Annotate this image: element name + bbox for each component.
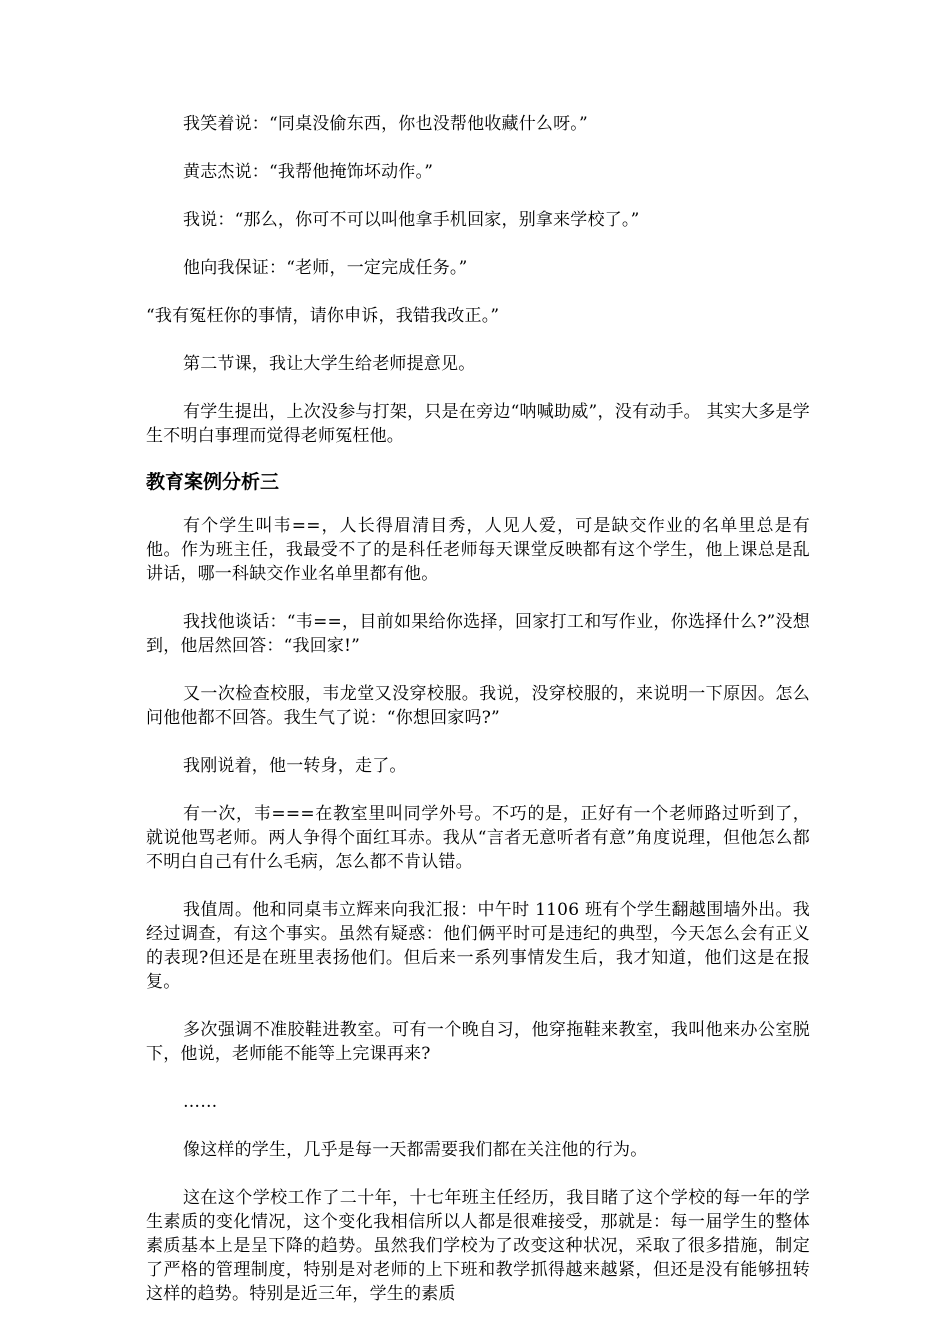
paragraph: 他向我保证：“老师，一定完成任务。” <box>183 258 468 278</box>
paragraph: 我说：“那么，你可不可以叫他拿手机回家，别拿来学校了。” <box>183 210 640 230</box>
paragraph: 我笑着说：“同桌没偷东西，你也没帮他收藏什么呀。” <box>183 114 588 134</box>
paragraph: 多次强调不准胶鞋进教室。可有一个晚自习，他穿拖鞋来教室，我叫他来办公室脱下，他说，老师能不能等上完课再来? <box>146 1020 810 1064</box>
paragraph: “我有冤枉你的事情，请你申诉，我错我改正。” <box>146 306 500 326</box>
paragraph: 我找他谈话：“韦==，目前如果给你选择，回家打工和写作业，你选择什么?”没想到，他居然回答：“我回家!” <box>146 612 810 656</box>
document-page <box>146 112 810 1306</box>
paragraph: 我刚说着，他一转身，走了。 <box>183 756 407 776</box>
paragraph: 黄志杰说：“我帮他掩饰坏动作。” <box>183 162 434 182</box>
paragraph: 有个学生叫韦==，人长得眉清目秀，人见人爱，可是缺交作业的名单里总是有他。作为班主任，我最受不了的是科任老师每天课堂反映都有这个学生，他上课总是乱讲话，哪一科缺交作业名单里都有他。 <box>146 516 810 584</box>
paragraph: 我值周。他和同桌韦立辉来向我汇报：中午时 1106 班有个学生翻越围墙外出。我经过调查，有这个事实。虽然有疑惑：他们俩平时可是违纪的典型，今天怎么会有正义的表现?但还是在班里表扬他们。但后来一系列事情发生后，我才知道，他们这是在报复。 <box>146 900 810 992</box>
section-heading: 教育案例分析三 <box>146 471 280 493</box>
paragraph: 像这样的学生，几乎是每一天都需要我们都在关注他的行为。 <box>183 1140 648 1160</box>
ellipsis-paragraph: …… <box>183 1092 218 1112</box>
paragraph: 这在这个学校工作了二十年，十七年班主任经历，我目睹了这个学校的每一年的学生素质的变化情况，这个变化我相信所以人都是很难接受，那就是：每一届学生的整体素质基本上是呈下降的趋势。虽然我们学校为了改变这种状况，采取了很多措施，制定了严格的管理制度，特别是对老师的上下班和教学抓得越来越紧，但还是没有能够扭转这样的趋势。特别是近三年，学生的素质 <box>146 1188 810 1304</box>
paragraph: 有学生提出，上次没参与打架，只是在旁边“呐喊助威”，没有动手。 其实大多是学生不明白事理而觉得老师冤枉他。 <box>146 402 810 446</box>
paragraph: 又一次检查校服，韦龙堂又没穿校服。我说，没穿校服的，来说明一下原因。怎么问他他都不回答。我生气了说：“你想回家吗?” <box>146 684 810 728</box>
paragraph: 第二节课，我让大学生给老师提意见。 <box>183 354 476 374</box>
paragraph: 有一次，韦===在教室里叫同学外号。不巧的是，正好有一个老师路过听到了，就说他骂老师。两人争得个面红耳赤。我从“言者无意听者有意”角度说理，但他怎么都不明白自己有什么毛病，怎么都不肯认错。 <box>146 804 810 872</box>
